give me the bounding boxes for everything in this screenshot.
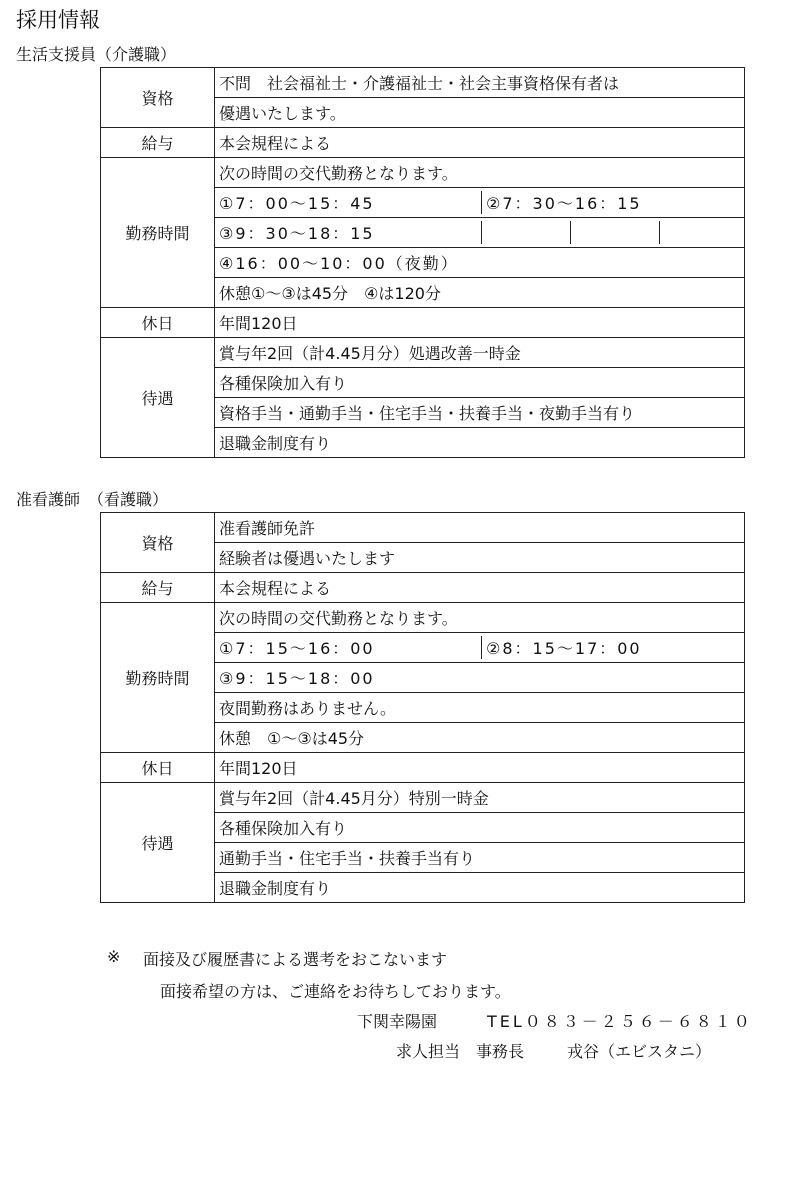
shift-1: ①7：00〜15：45 bbox=[219, 194, 375, 213]
benefit-item: 賞与年2回（計4.45月分）処遇改善一時金 bbox=[215, 338, 745, 368]
break-time: 休憩 ①〜③は45分 bbox=[215, 723, 745, 753]
benefit-item: 退職金制度有り bbox=[215, 873, 745, 903]
shift-row bbox=[215, 188, 745, 218]
qualification-line: 経験者は優遇いたします bbox=[215, 543, 745, 573]
benefit-item: 各種保険加入有り bbox=[215, 368, 745, 398]
nurse-job-table bbox=[100, 512, 745, 903]
hours-intro: 次の時間の交代勤務となります。 bbox=[215, 158, 745, 188]
org-name: 下関幸陽園 bbox=[357, 1012, 438, 1031]
holiday-value: 年間120日 bbox=[215, 753, 745, 783]
hours-label: 勤務時間 bbox=[101, 158, 215, 308]
empty-cell bbox=[482, 221, 571, 244]
page-title: 採用情報 bbox=[16, 8, 100, 32]
shift-2: ②8：15〜17：00 bbox=[482, 636, 745, 659]
benefit-item: 退職金制度有り bbox=[215, 428, 745, 458]
benefit-item: 資格手当・通勤手当・住宅手当・扶養手当・夜勤手当有り bbox=[215, 398, 745, 428]
note-contact-request: 面接希望の方は、ご連絡をお待ちしております。 bbox=[160, 982, 511, 1001]
benefit-item: 賞与年2回（計4.45月分）特別一時金 bbox=[215, 783, 745, 813]
care-job-table bbox=[100, 67, 745, 458]
phone-number: TEL０８３－２５６－６８１０ bbox=[487, 1012, 753, 1031]
night-note: 夜間勤務はありません。 bbox=[215, 693, 745, 723]
shift-4: ④16：00〜10：00（夜勤） bbox=[215, 248, 745, 278]
hours-intro: 次の時間の交代勤務となります。 bbox=[215, 603, 745, 633]
shift-row bbox=[215, 633, 745, 663]
section-heading-nurse: 准看護師 （看護職） bbox=[16, 490, 169, 509]
salary-value: 本会規程による bbox=[215, 128, 745, 158]
break-time: 休憩①〜③は45分 ④は120分 bbox=[215, 278, 745, 308]
qualification-label: 資格 bbox=[101, 513, 215, 573]
section-heading-care: 生活支援員（介護職） bbox=[16, 45, 177, 64]
note-selection: 面接及び履歴書による選考をおこないます bbox=[143, 950, 448, 969]
qualification-line: 准看護師免許 bbox=[215, 513, 745, 543]
holiday-label: 休日 bbox=[101, 308, 215, 338]
contact-role: 求人担当 事務長 bbox=[396, 1042, 525, 1061]
salary-label: 給与 bbox=[101, 128, 215, 158]
qualification-line: 優遇いたします。 bbox=[215, 98, 745, 128]
qualification-label: 資格 bbox=[101, 68, 215, 128]
holiday-value: 年間120日 bbox=[215, 308, 745, 338]
empty-cell bbox=[571, 221, 660, 244]
salary-label: 給与 bbox=[101, 573, 215, 603]
shift-row bbox=[215, 218, 745, 248]
shift-2: ②7：30〜16：15 bbox=[482, 191, 745, 214]
qualification-line: 不問 社会福祉士・介護福祉士・社会主事資格保有者は bbox=[215, 68, 745, 98]
benefit-item: 各種保険加入有り bbox=[215, 813, 745, 843]
benefits-label: 待遇 bbox=[101, 338, 215, 458]
shift-3: ③9：15〜18：00 bbox=[215, 663, 745, 693]
salary-value: 本会規程による bbox=[215, 573, 745, 603]
hours-label: 勤務時間 bbox=[101, 603, 215, 753]
shift-1: ①7：15〜16：00 bbox=[219, 639, 375, 658]
contact-name: 戎谷（エビスタニ） bbox=[567, 1042, 712, 1061]
benefits-label: 待遇 bbox=[101, 783, 215, 903]
benefit-item: 通勤手当・住宅手当・扶養手当有り bbox=[215, 843, 745, 873]
empty-cell bbox=[660, 221, 745, 244]
holiday-label: 休日 bbox=[101, 753, 215, 783]
note-mark: ※ bbox=[107, 947, 121, 966]
shift-3: ③9：30〜18：15 bbox=[219, 224, 375, 243]
